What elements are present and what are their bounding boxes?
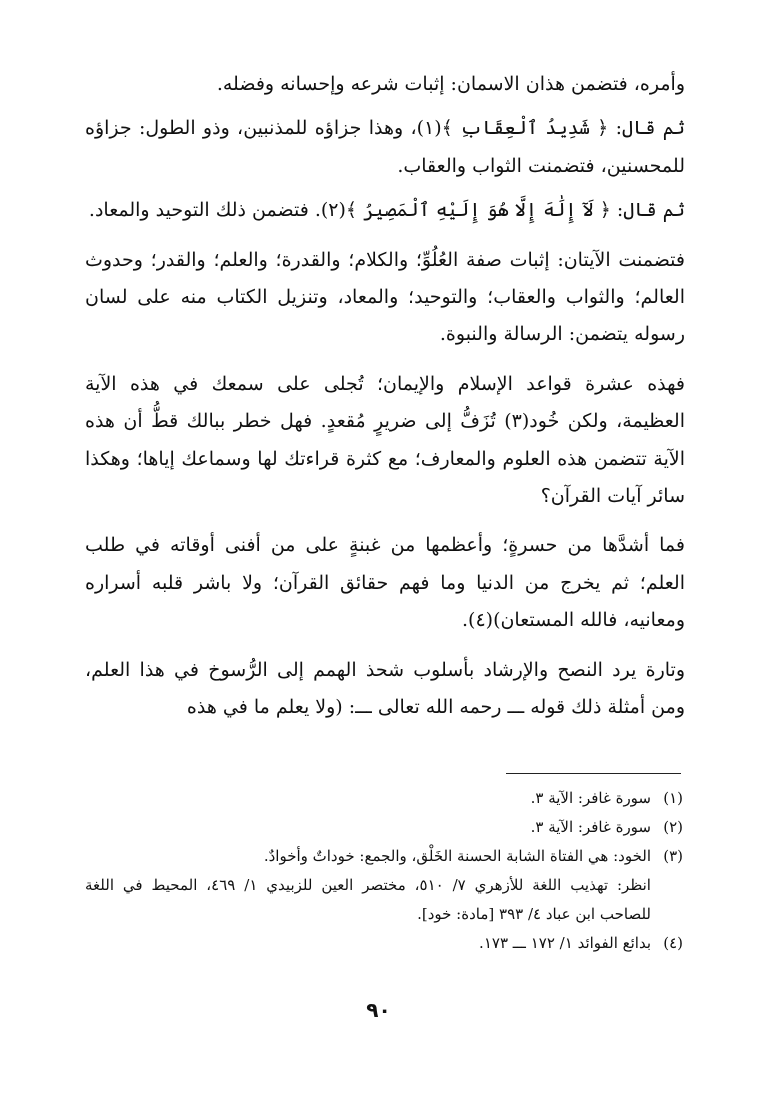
footnote-2 bbox=[85, 813, 683, 842]
footnote-text: انظر: تهذيب اللغة للأزهري ٧/ ٥١٠، مختصر العين للزبيدي ١/ ٤٦٩، المحيط في اللغة للصاحب ابن عباد ٤/ ٣٩٣ [مادة: خود]. bbox=[85, 876, 651, 923]
paragraph-7: وتارة يرد النصح والإرشاد بأسلوب شحذ الهمم إلى الرُّسوخ في هذا العلم، ومن أمثلة ذلك قوله ـــ رحمه الله تعالى ـــ: (ولا يعلم ما في هذه bbox=[85, 658, 685, 719]
footnote-number: (٢) bbox=[663, 818, 683, 836]
footnote-divider bbox=[506, 773, 681, 774]
footnote-3-continuation bbox=[85, 871, 683, 929]
footnote-1 bbox=[85, 784, 683, 813]
footnote-4 bbox=[85, 929, 683, 958]
footnote-text: سورة غافر: الآية ٣. bbox=[530, 789, 651, 807]
paragraph-3: ثم قال: ﴿ لَآ إِلَٰهَ إِلَّا هُوَ إِلَيْهِ ٱلْمَصِيرُ ﴾(٢). فتضمن ذلك التوحيد والمعاد. bbox=[88, 199, 685, 222]
main-text bbox=[85, 66, 685, 734]
paragraph-2: ثم قال: ﴿ شَدِيدُ ٱلْعِقَابِ ﴾(١)، وهذا جزاؤه للمذنبين، وذو الطول: جزاؤه للمحسنين، فتضمنت الثواب والعقاب. bbox=[85, 117, 685, 177]
page-number: ٩٠ bbox=[366, 998, 391, 1022]
footnote-text: الخود: هي الفتاة الشابة الحسنة الخَلْق، والجمع: خوداتٌ وأخوادٌ. bbox=[263, 847, 651, 865]
footnote-3 bbox=[85, 842, 683, 871]
paragraph-5: فهذه عشرة قواعد الإسلام والإيمان؛ تُجلى على سمعك في هذه الآية العظيمة، ولكن خُود(٣) تُزَفُّ إلى ضريرٍ مُقعدٍ. فهل خطر ببالك قطُّ أن هذه الآية تتضمن هذه العلوم والمعارف؛ مع كثرة قراءتك لها وسماعك إياها؛ وهكذا سائر آيات القرآن؟ bbox=[85, 372, 685, 508]
paragraph-1: وأمره، فتضمن هذان الاسمان: إثبات شرعه وإحسانه وفضله. bbox=[216, 73, 685, 95]
footnote-number: (٣) bbox=[663, 847, 683, 865]
footnotes bbox=[85, 784, 683, 958]
footnote-number: (١) bbox=[663, 789, 683, 807]
footnote-text: سورة غافر: الآية ٣. bbox=[530, 818, 651, 836]
footnote-text: بدائع الفوائد ١/ ١٧٢ ـــ ١٧٣. bbox=[479, 934, 651, 952]
paragraph-4: فتضمنت الآيتان: إثبات صفة العُلُوِّ؛ والكلام؛ والقدرة؛ والعلم؛ والقدر؛ وحدوث العالم؛ والثواب والعقاب؛ والتوحيد؛ والمعاد، وتنزيل الكتاب منه على لسان رسوله يتضمن: الرسالة والنبوة. bbox=[85, 248, 685, 346]
footnote-number: (٤) bbox=[663, 934, 683, 952]
paragraph-6: فما أشدَّها من حسرةٍ؛ وأعظمها من غبنةٍ على من أفنى أوقاته في طلب العلم؛ ثم يخرج من الدنيا وما فهم حقائق القرآن؛ ولا باشر قلبه أسراره ومعانيه، فالله المستعان)(٤). bbox=[85, 534, 685, 632]
